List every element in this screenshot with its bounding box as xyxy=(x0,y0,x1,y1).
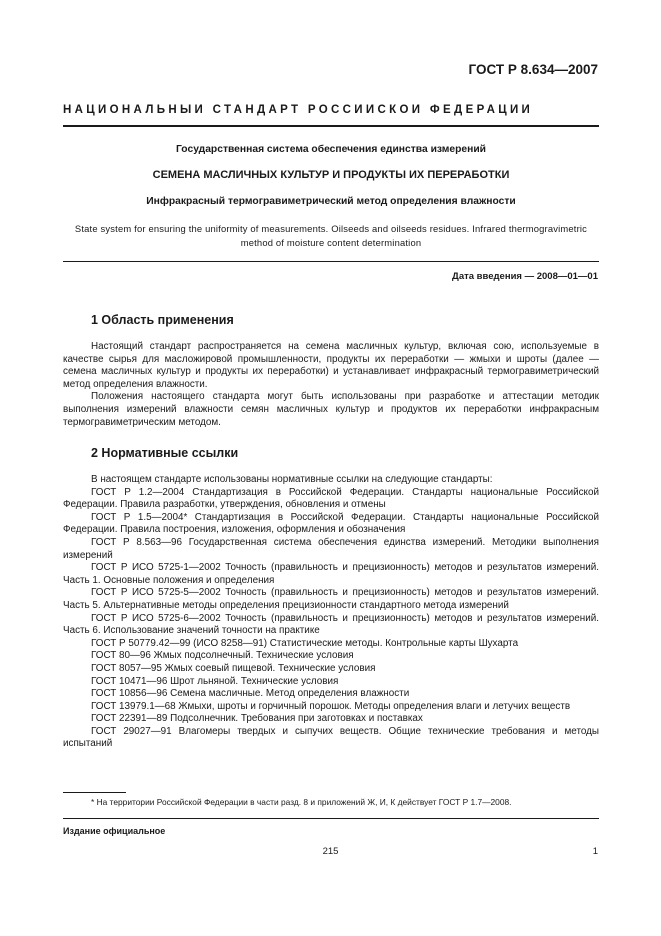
title-main: СЕМЕНА МАСЛИЧНЫХ КУЛЬТУР И ПРОДУКТЫ ИХ ПЕРЕРАБОТКИ xyxy=(152,169,510,181)
standard-number: ГОСТ Р 8.634—2007 xyxy=(468,62,598,77)
section-2-heading: 2 Нормативные ссылки xyxy=(91,446,239,460)
reference-item: ГОСТ 80—96 Жмых подсолнечный. Технические условия xyxy=(91,650,354,662)
title-english-line1: State system for ensuring the uniformity of measurements. Oilseeds and oilseeds residues. Infrared thermogravimetric xyxy=(74,223,588,234)
title-system: Государственная система обеспечения единства измерений xyxy=(175,144,486,155)
reference-item: ГОСТ 22391—89 Подсолнечник. Требования при заготовках и поставках xyxy=(91,713,423,725)
section-2-intro: В настоящем стандарте использованы нормативные ссылки на следующие стандарты: xyxy=(91,474,493,485)
reference-item: ГОСТ 13979.1—68 Жмыхи, шроты и горчичный порошок. Методы определения влаги и летучих веществ xyxy=(91,700,571,712)
section-1-paragraph: Настоящий стандарт распространяется на семена масличных культур, включая сою, используемые в качестве сырья для масложировой промышленности, продукты их переработки — жмыхи и шроты (далее — семена масличных культур и продукты их переработки) и устанавливает инфракрасный термогравиметрический метод определения влажности. xyxy=(63,341,599,390)
reference-item: ГОСТ Р 1.2—2004 Стандартизация в Российской Федерации. Стандарты национальные Российской Федерации. Правила разработки, утверждения, обновления и отмены xyxy=(63,486,599,511)
title-english xyxy=(63,222,599,250)
reference-item: ГОСТ Р 8.563—96 Государственная система обеспечения единства измерений. Методики выполнения измерений xyxy=(63,536,599,561)
footer-rule xyxy=(63,818,599,819)
reference-item: ГОСТ 10471—96 Шрот льняной. Технические условия xyxy=(91,675,339,687)
footnote: * На территории Российской Федерации в части разд. 8 и приложений Ж, И, К действует ГОСТ Р 1.7—2008. xyxy=(91,797,512,807)
national-standard-banner: НАЦИОНАЛЬНЫЙ СТАНДАРТ РОССИЙСКОЙ ФЕДЕРАЦИИ xyxy=(63,104,534,116)
section-2-body xyxy=(63,474,599,751)
reference-item: ГОСТ 10856—96 Семена масличные. Метод определения влажности xyxy=(91,688,410,700)
reference-item: ГОСТ Р ИСО 5725-1—2002 Точность (правильность и прецизионность) методов и результатов измерений. Часть 1. Основные положения и определения xyxy=(63,562,599,586)
section-1-body xyxy=(63,341,599,429)
reference-item: ГОСТ Р 1.5—2004* Стандартизация в Российской Федерации. Стандарты национальные Российской Федерации. Правила построения, изложения, оформления и обозначения xyxy=(63,511,599,536)
title-method: Инфракрасный термогравиметрический метод определения влажности xyxy=(146,196,516,207)
reference-item: ГОСТ Р 50779.42—99 (ИСО 8258—91) Статистические методы. Контрольные карты Шухарта xyxy=(91,637,519,649)
title-rule xyxy=(63,261,599,262)
reference-item: ГОСТ 29027—91 Влагомеры твердых и сыпучих веществ. Общие технические требования и методы испытаний xyxy=(63,725,599,750)
page-number: 215 xyxy=(322,846,339,857)
reference-item: ГОСТ Р ИСО 5725-5—2002 Точность (правильность и прецизионность) методов и результатов измерений. Часть 5. Альтернативные методы определения прецизионности стандартного метода измерений xyxy=(63,587,599,611)
section-1-paragraph: Положения настоящего стандарта могут быть использованы при разработке и аттестации методик выполнения измерений влажности семян масличных культур и продуктов их переработки инфракрасным термогравиметрическим методом. xyxy=(63,391,599,428)
introduction-date: Дата введения — 2008—01—01 xyxy=(452,271,598,282)
reference-item: ГОСТ Р ИСО 5725-6—2002 Точность (правильность и прецизионность) методов и результатов измерений. Часть 6. Использование значений точности на практике xyxy=(63,612,599,637)
reference-item: ГОСТ 8057—95 Жмых соевый пищевой. Технические условия xyxy=(91,662,376,674)
footnote-rule xyxy=(63,792,126,793)
banner-rule xyxy=(63,125,599,127)
title-english-line2: method of moisture content determination xyxy=(240,237,422,248)
edition-label: Издание официальное xyxy=(63,826,166,836)
page-number-right: 1 xyxy=(592,846,598,857)
section-1-heading: 1 Область применения xyxy=(91,313,234,327)
